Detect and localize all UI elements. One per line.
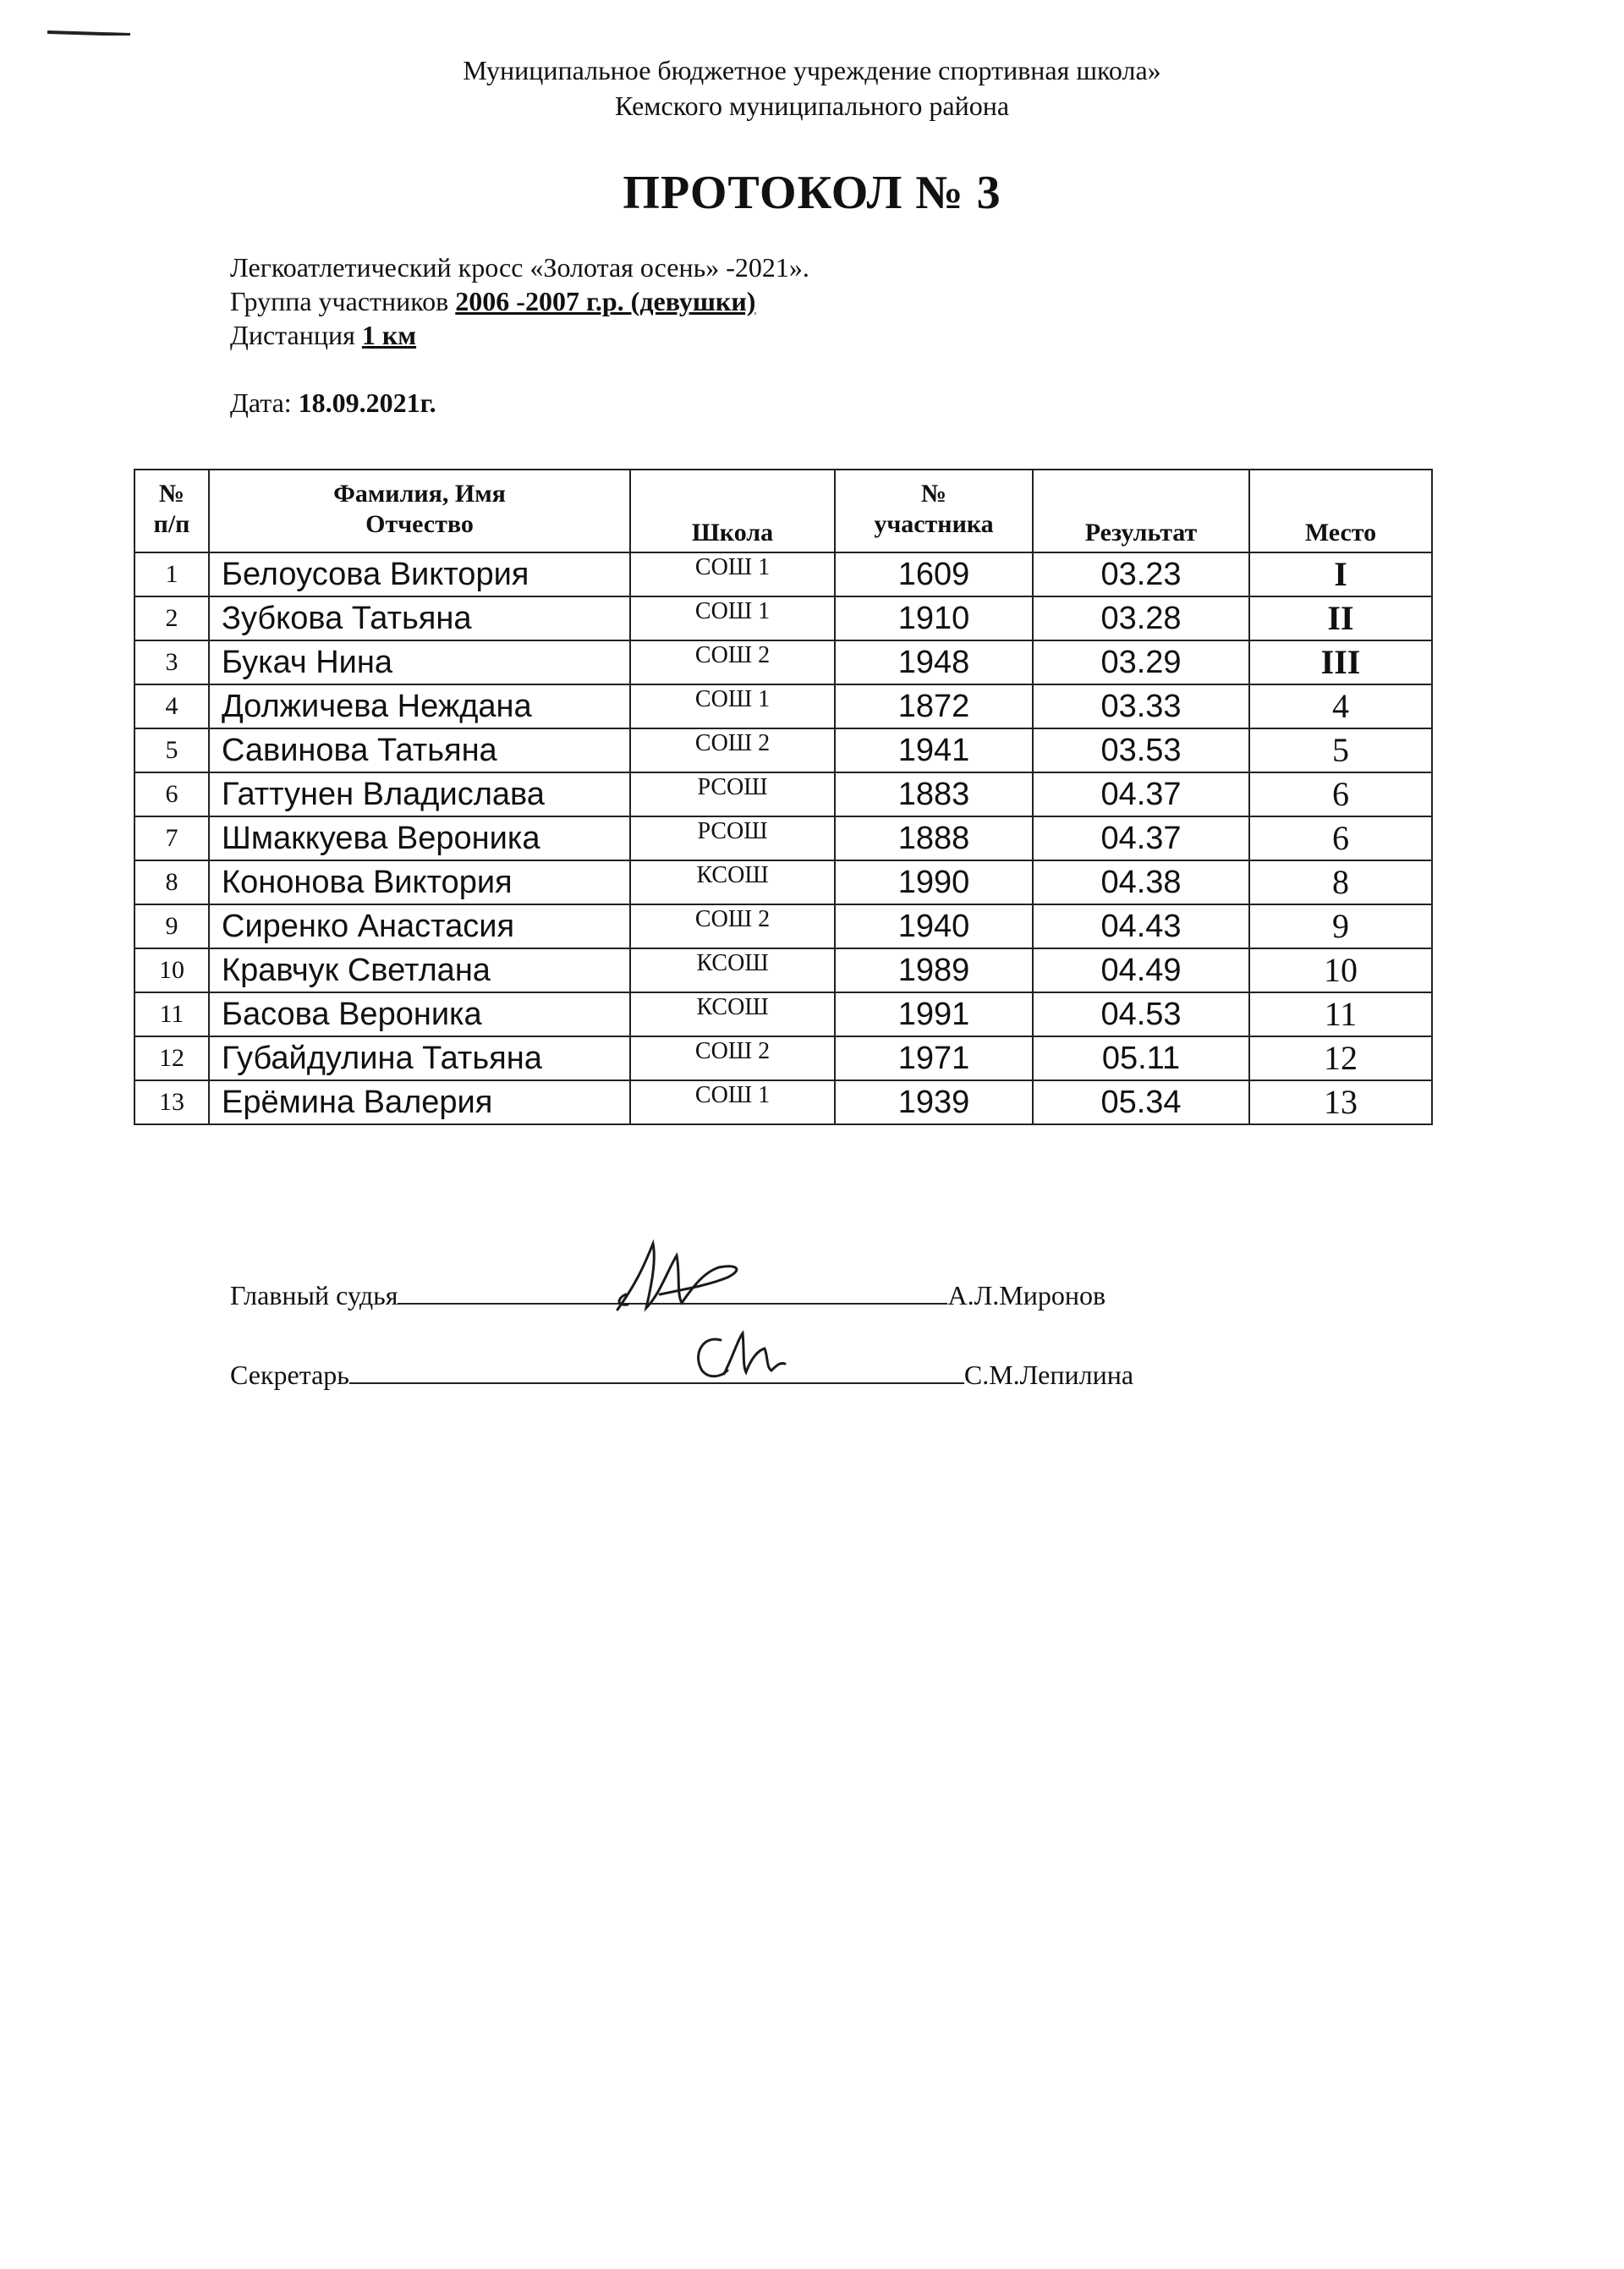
cell-place: 4 xyxy=(1249,684,1432,728)
cell-name: Зубкова Татьяна xyxy=(209,596,630,640)
cell-place: II xyxy=(1249,596,1432,640)
cell-index: 7 xyxy=(134,816,209,860)
cell-school: СОШ 1 xyxy=(630,1080,835,1124)
cell-result: 03.23 xyxy=(1033,552,1249,596)
secretary-signature-line xyxy=(230,1357,1133,1391)
table-header-row xyxy=(134,470,1432,552)
table-row xyxy=(134,772,1432,816)
cell-result: 04.53 xyxy=(1033,992,1249,1036)
table-row xyxy=(134,728,1432,772)
distance xyxy=(230,318,809,352)
table-row xyxy=(134,860,1432,904)
cell-name: Букач Нина xyxy=(209,640,630,684)
cell-index: 8 xyxy=(134,860,209,904)
col-header-name: Фамилия, Имя Отчество xyxy=(209,470,630,552)
cell-number: 1991 xyxy=(835,992,1033,1036)
cell-number: 1883 xyxy=(835,772,1033,816)
group-value: 2006 -2007 г.р. (девушки) xyxy=(455,286,756,316)
cell-name: Басова Вероника xyxy=(209,992,630,1036)
cell-school: КСОШ xyxy=(630,948,835,992)
cell-place: 9 xyxy=(1249,904,1432,948)
secretary-signature xyxy=(687,1328,788,1384)
cell-name: Белоусова Виктория xyxy=(209,552,630,596)
date-label: Дата: xyxy=(230,387,299,418)
cell-result: 04.37 xyxy=(1033,816,1249,860)
cell-index: 1 xyxy=(134,552,209,596)
cell-school: СОШ 1 xyxy=(630,596,835,640)
cell-name: Шмаккуева Вероника xyxy=(209,816,630,860)
cell-school: КСОШ xyxy=(630,992,835,1036)
cell-place: 8 xyxy=(1249,860,1432,904)
table-row xyxy=(134,552,1432,596)
cell-school: КСОШ xyxy=(630,860,835,904)
cell-name: Ерёмина Валерия xyxy=(209,1080,630,1124)
group-label: Группа участников xyxy=(230,286,456,316)
document-title: ПРОТОКОЛ № 3 xyxy=(623,167,1001,219)
cell-number: 1948 xyxy=(835,640,1033,684)
cell-index: 6 xyxy=(134,772,209,816)
cell-name: Кравчук Светлана xyxy=(209,948,630,992)
cell-place: 11 xyxy=(1249,992,1432,1036)
cell-number: 1939 xyxy=(835,1080,1033,1124)
cell-school: СОШ 1 xyxy=(630,552,835,596)
cell-place: III xyxy=(1249,640,1432,684)
cell-number: 1990 xyxy=(835,860,1033,904)
cell-index: 11 xyxy=(134,992,209,1036)
cell-school: РСОШ xyxy=(630,816,835,860)
table-row xyxy=(134,1080,1432,1124)
table-row xyxy=(134,684,1432,728)
table-row xyxy=(134,816,1432,860)
col-header-result: Результат xyxy=(1033,470,1249,552)
cell-result: 03.28 xyxy=(1033,596,1249,640)
cell-name: Савинова Татьяна xyxy=(209,728,630,772)
cell-school: СОШ 2 xyxy=(630,1036,835,1080)
cell-result: 04.49 xyxy=(1033,948,1249,992)
secretary-role: Секретарь xyxy=(230,1360,349,1390)
cell-index: 13 xyxy=(134,1080,209,1124)
organization-header xyxy=(0,52,1624,124)
cell-result: 03.53 xyxy=(1033,728,1249,772)
cell-place: I xyxy=(1249,552,1432,596)
cell-place: 6 xyxy=(1249,772,1432,816)
cell-result: 04.37 xyxy=(1033,772,1249,816)
col-header-number: № участника xyxy=(835,470,1033,552)
table-row xyxy=(134,596,1432,640)
cell-index: 5 xyxy=(134,728,209,772)
cell-place: 5 xyxy=(1249,728,1432,772)
chief-judge-name: А.Л.Миронов xyxy=(947,1280,1106,1310)
col-header-school: Школа xyxy=(630,470,835,552)
cell-number: 1971 xyxy=(835,1036,1033,1080)
cell-school: СОШ 2 xyxy=(630,904,835,948)
event-info xyxy=(230,250,809,420)
cell-result: 03.33 xyxy=(1033,684,1249,728)
cell-name: Гаттунен Владислава xyxy=(209,772,630,816)
table-row xyxy=(134,1036,1432,1080)
col-header-place: Место xyxy=(1249,470,1432,552)
cell-school: СОШ 2 xyxy=(630,640,835,684)
cell-place: 13 xyxy=(1249,1080,1432,1124)
results-table xyxy=(134,469,1433,1125)
distance-value: 1 км xyxy=(361,320,417,350)
cell-number: 1888 xyxy=(835,816,1033,860)
cell-name: Губайдулина Татьяна xyxy=(209,1036,630,1080)
cell-result: 03.29 xyxy=(1033,640,1249,684)
table-row xyxy=(134,904,1432,948)
cell-result: 05.11 xyxy=(1033,1036,1249,1080)
cell-number: 1910 xyxy=(835,596,1033,640)
cell-name: Должичева Неждана xyxy=(209,684,630,728)
cell-index: 3 xyxy=(134,640,209,684)
distance-label: Дистанция xyxy=(230,320,362,350)
cell-name: Сиренко Анастасия xyxy=(209,904,630,948)
table-row xyxy=(134,948,1432,992)
cell-index: 9 xyxy=(134,904,209,948)
table-row xyxy=(134,640,1432,684)
scan-mark xyxy=(47,30,132,36)
table-row xyxy=(134,992,1432,1036)
cell-school: СОШ 1 xyxy=(630,684,835,728)
cell-place: 12 xyxy=(1249,1036,1432,1080)
chief-judge-role: Главный судья xyxy=(230,1280,398,1310)
cell-index: 2 xyxy=(134,596,209,640)
col-header-index: № п/п xyxy=(134,470,209,552)
event-date xyxy=(230,386,809,420)
chief-judge-signature xyxy=(609,1235,753,1316)
cell-index: 4 xyxy=(134,684,209,728)
cell-result: 05.34 xyxy=(1033,1080,1249,1124)
cell-index: 10 xyxy=(134,948,209,992)
cell-school: СОШ 2 xyxy=(630,728,835,772)
cell-number: 1940 xyxy=(835,904,1033,948)
cell-place: 6 xyxy=(1249,816,1432,860)
cell-place: 10 xyxy=(1249,948,1432,992)
organization-line-2: Кемского муниципального района xyxy=(614,91,1010,121)
date-value: 18.09.2021г. xyxy=(298,387,436,418)
secretary-name: С.М.Лепилина xyxy=(963,1360,1134,1390)
cell-number: 1609 xyxy=(835,552,1033,596)
cell-result: 04.38 xyxy=(1033,860,1249,904)
participant-group xyxy=(230,284,809,318)
cell-index: 12 xyxy=(134,1036,209,1080)
cell-number: 1989 xyxy=(835,948,1033,992)
cell-result: 04.43 xyxy=(1033,904,1249,948)
cell-school: РСОШ xyxy=(630,772,835,816)
cell-number: 1872 xyxy=(835,684,1033,728)
cell-name: Кононова Виктория xyxy=(209,860,630,904)
organization-line-1: Муниципальное бюджетное учреждение спортивная школа» xyxy=(463,55,1161,85)
cell-number: 1941 xyxy=(835,728,1033,772)
event-name: Легкоатлетический кросс «Золотая осень» -2021». xyxy=(230,252,809,283)
